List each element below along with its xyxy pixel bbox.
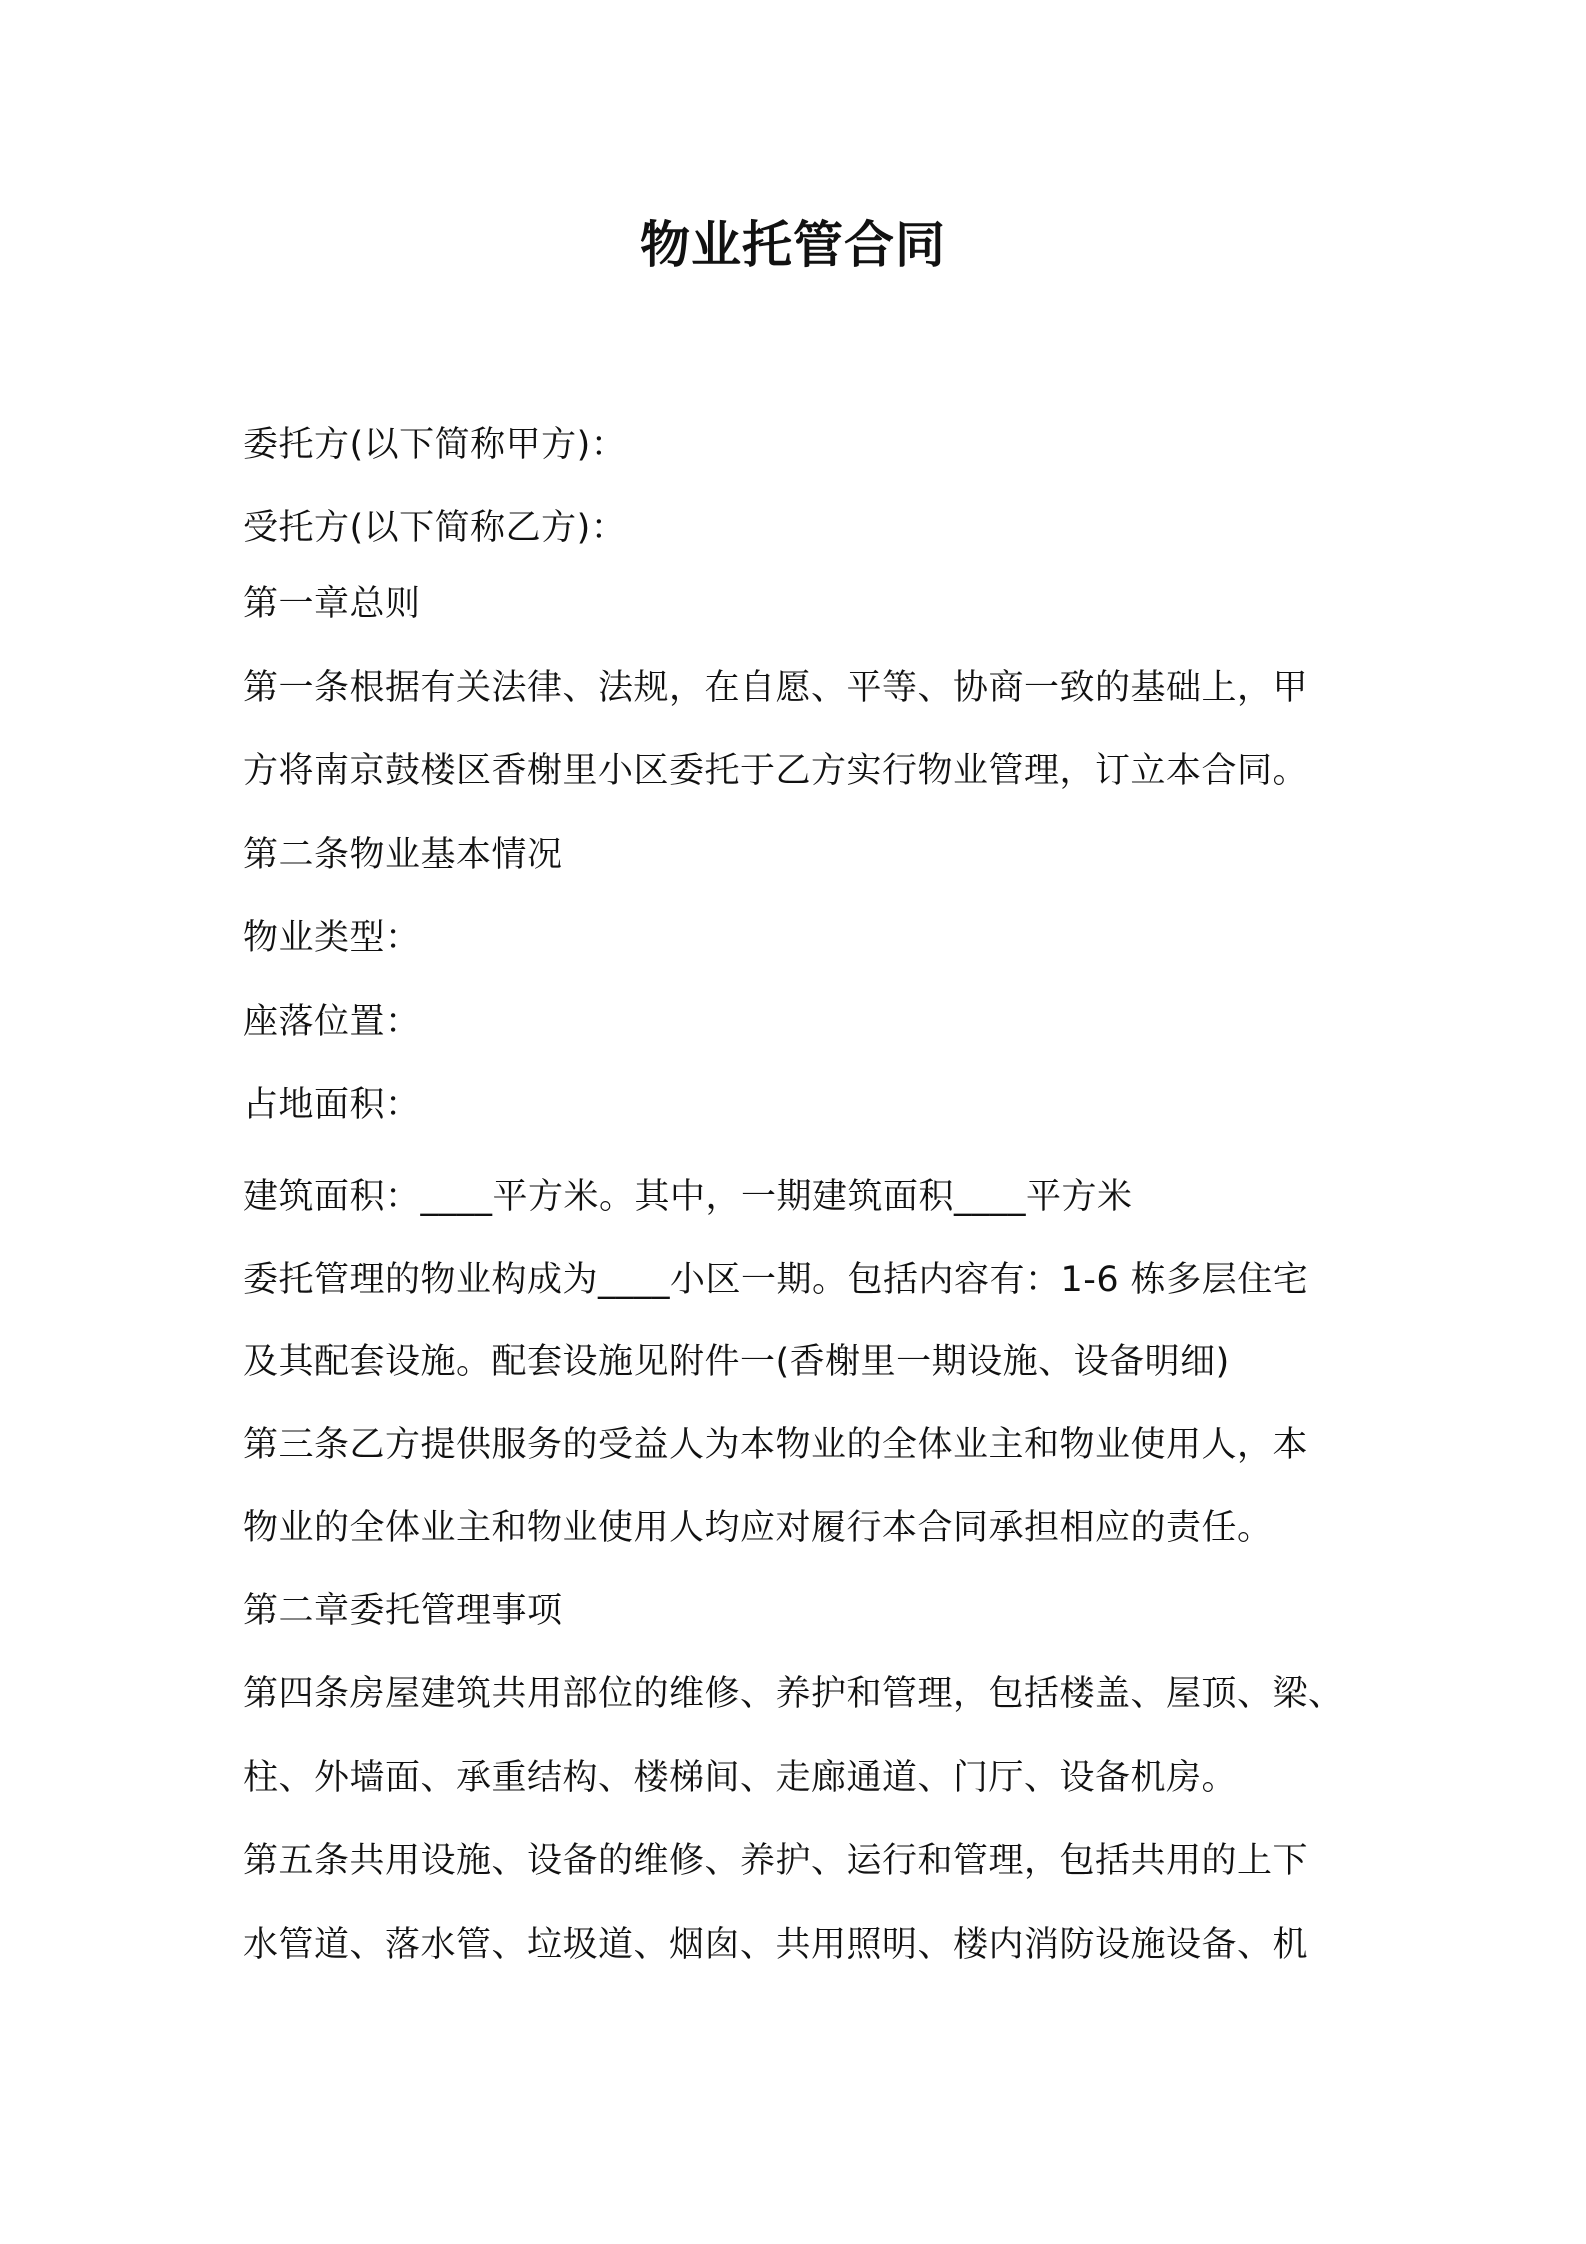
location-line: 座落位置： xyxy=(243,1002,421,1042)
party-a-line: 委托方(以下简称甲方)： xyxy=(243,425,627,465)
article-1-line-2: 方将南京鼓楼区香榭里小区委托于乙方实行物业管理，订立本合同。 xyxy=(243,751,1309,791)
article-2-heading: 第二条物业基本情况 xyxy=(243,835,563,875)
land-area-line: 占地面积： xyxy=(243,1085,421,1125)
article-3-line-1: 第三条乙方提供服务的受益人为本物业的全体业主和物业使用人，本 xyxy=(243,1425,1309,1465)
building-area-line: 建筑面积：____平方米。其中，一期建筑面积____平方米 xyxy=(243,1177,1133,1217)
document-title: 物业托管合同 xyxy=(640,216,946,274)
article-4-line-1: 第四条房屋建筑共用部位的维修、养护和管理，包括楼盖、屋顶、梁、 xyxy=(243,1674,1344,1714)
party-b-line: 受托方(以下简称乙方)： xyxy=(243,508,627,548)
article-3-line-2: 物业的全体业主和物业使用人均应对履行本合同承担相应的责任。 xyxy=(243,1508,1273,1548)
chapter-2-heading: 第二章委托管理事项 xyxy=(243,1591,563,1631)
article-5-line-2: 水管道、落水管、垃圾道、烟囱、共用照明、楼内消防设施设备、机 xyxy=(243,1925,1309,1965)
article-5-line-1: 第五条共用设施、设备的维修、养护、运行和管理，包括共用的上下 xyxy=(243,1841,1309,1881)
chapter-1-heading: 第一章总则 xyxy=(243,584,421,624)
article-1-line-1: 第一条根据有关法律、法规，在自愿、平等、协商一致的基础上，甲 xyxy=(243,668,1309,708)
article-4-line-2: 柱、外墙面、承重结构、楼梯间、走廊通道、门厅、设备机房。 xyxy=(243,1758,1238,1798)
property-scope-line-1: 委托管理的物业构成为____小区一期。包括内容有：1-6 栋多层住宅 xyxy=(243,1260,1309,1300)
property-type-line: 物业类型： xyxy=(243,918,421,958)
property-scope-line-2: 及其配套设施。配套设施见附件一(香榭里一期设施、设备明细) xyxy=(243,1342,1230,1382)
